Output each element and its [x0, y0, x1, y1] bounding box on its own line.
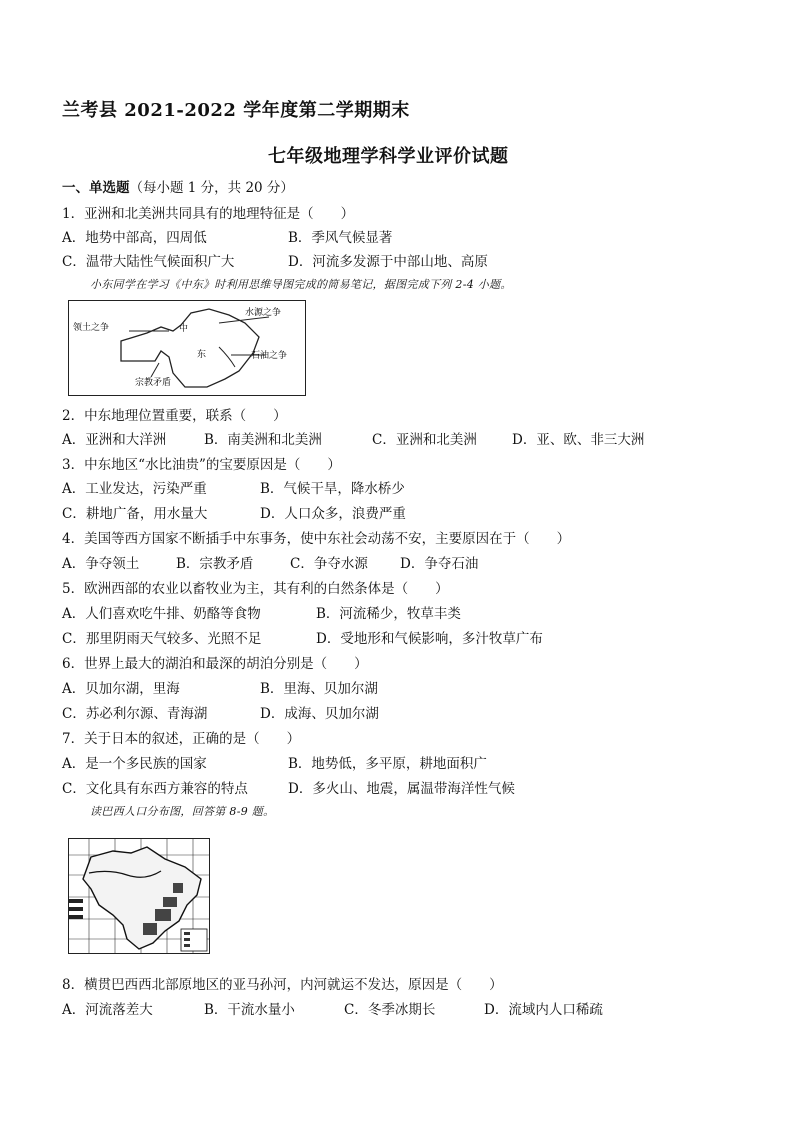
question-5-option-b: B．河流稀少，牧草丰类 — [316, 606, 461, 622]
question-6-option-d: D．成海、贝加尔湖 — [260, 706, 379, 722]
question-1-stem: 1．亚洲和北美洲共同具有的地理特征是（ ） — [62, 206, 355, 222]
question-7-option-c: C．文化具有东西方兼容的特点 — [62, 781, 248, 797]
question-1-option-b: B．季风气候显著 — [288, 230, 393, 246]
map1-label-water: 水源之争 — [245, 308, 282, 318]
persian-gulf-line — [219, 347, 235, 367]
question-1-option-c: C．温带大陆性气候面积广大 — [62, 254, 235, 270]
question-4-stem: 4．美国等西方国家不断插手中东事务，使中东社会动荡不安，主要原因在于（ ） — [62, 531, 571, 547]
map1-label-zhong: 中 — [179, 324, 189, 334]
question-3-option-a: A．工业发达，污染严重 — [62, 481, 207, 497]
middle-east-mindmap-figure — [68, 300, 306, 396]
question-5-option-d: D．受地形和气候影响，多汁牧草广布 — [316, 631, 543, 647]
section-title: 一、单选题 — [62, 180, 130, 196]
question-7-option-b: B．地势低，多平原，耕地面积广 — [288, 756, 487, 772]
question-3-option-c: C．耕地广备，用水量大 — [62, 506, 208, 522]
map1-label-dong: 东 — [197, 350, 207, 360]
note-middle-east: 小东同学在学习《中东》时利用思维导图完成的简易笔记，据图完成下列 2-4 小题。 — [90, 278, 512, 291]
question-2-option-b: B．南美洲和北美洲 — [204, 432, 322, 448]
question-2-option-d: D．亚、欧、非三大洲 — [512, 432, 645, 448]
question-3-option-b: B．气候干旱，降水桥少 — [260, 481, 405, 497]
map1-label-oil: 石油之争 — [251, 351, 288, 361]
question-2-stem: 2．中东地理位置重要，联系（ ） — [62, 408, 287, 424]
question-4-option-d: D．争夺石油 — [400, 556, 479, 572]
question-4-option-c: C．争夺水源 — [290, 556, 368, 572]
note-brazil: 读巴西人口分布图，回答第 8-9 题。 — [90, 805, 275, 818]
section-heading — [62, 176, 294, 196]
question-8-option-d: D．流域内人口稀疏 — [484, 1002, 603, 1018]
question-6-option-c: C．苏必利尔源、青海湖 — [62, 706, 208, 722]
question-5-stem: 5．欧洲西部的农业以畜牧业为主，其有利的白然条体是（ ） — [62, 581, 449, 597]
question-7-option-d: D．多火山、地震，属温带海洋性气候 — [288, 781, 515, 797]
question-8-stem: 8．横贯巴西西北部原地区的亚马孙河，内河就运不发达，原因是（ ） — [62, 977, 503, 993]
question-6-stem: 6．世界上最大的湖泊和最深的胡泊分别是（ ） — [62, 656, 368, 672]
question-8-option-c: C．冬季冰期长 — [344, 1002, 436, 1018]
map1-label-land: 领土之争 — [73, 323, 110, 333]
question-5-option-c: C．那里阴雨天气较多、光照不足 — [62, 631, 262, 647]
section-detail: （每小题 1 分，共 20 分） — [129, 180, 294, 196]
question-7-option-a: A．是一个多民族的国家 — [62, 756, 207, 772]
question-1-option-a: A．地势中部高，四周低 — [62, 230, 207, 246]
question-1-option-d: D．河流多发源于中部山地、高原 — [288, 254, 488, 270]
brazil-map-svg — [69, 839, 209, 953]
middle-east-outline-svg — [69, 301, 305, 395]
map1-label-religion: 宗教矛盾 — [135, 378, 172, 388]
question-4-option-b: B．宗教矛盾 — [176, 556, 254, 572]
brazil-population-map-figure — [68, 838, 210, 954]
question-5-option-a: A．人们喜欢吃牛排、奶酪等食物 — [62, 606, 261, 622]
arrow-religion — [151, 363, 159, 377]
question-3-option-d: D．人口众多，浪费严重 — [260, 506, 406, 522]
question-8-option-b: B．干流水量小 — [204, 1002, 295, 1018]
question-7-stem: 7．关于日本的叙述，正确的是（ ） — [62, 731, 301, 747]
question-2-option-c: C．亚洲和北美洲 — [372, 432, 477, 448]
question-4-option-a: A．争夺领土 — [62, 556, 140, 572]
exam-title-line2: 七年级地理学科学业评价试题 — [268, 146, 509, 167]
question-2-option-a: A．亚洲和大洋洲 — [62, 432, 167, 448]
question-8-option-a: A．河流落差大 — [62, 1002, 153, 1018]
question-3-stem: 3．中东地区“水比油贵”的宝要原因是（ ） — [62, 457, 341, 473]
exam-title-line1: 兰考县 2021-2022 学年度第二学期期末 — [62, 100, 410, 121]
question-6-option-b: B．里海、贝加尔湖 — [260, 681, 378, 697]
question-6-option-a: A．贝加尔湖，里海 — [62, 681, 180, 697]
